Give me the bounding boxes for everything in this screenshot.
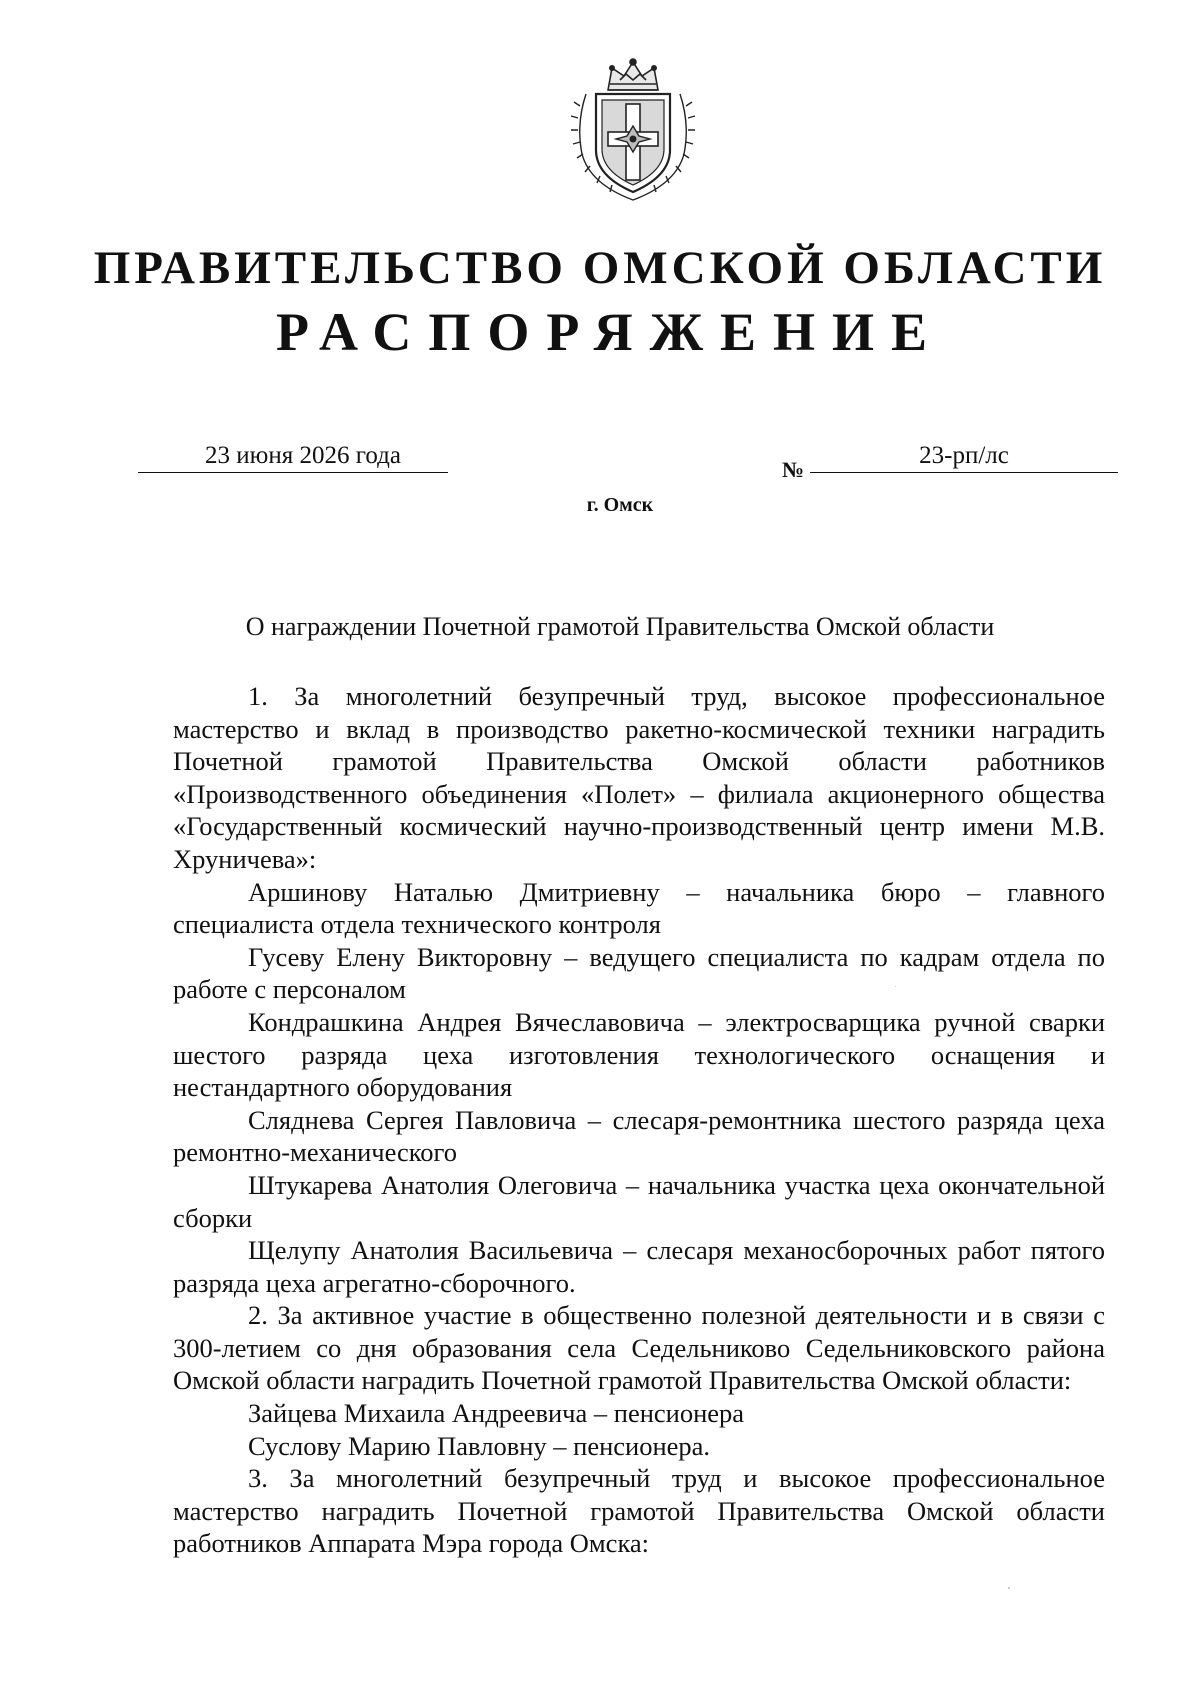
awardee-item: Суслову Марию Павловну – пенсионера. — [248, 1430, 711, 1461]
document-body — [173, 680, 1105, 1560]
document-subject: О награждении Почетной грамотой Правительства Омской области — [245, 612, 995, 641]
awardee-item: Аршинову Наталью Дмитриевну – начальника бюро – главного специалиста отдела технического контроля — [173, 876, 1105, 940]
document-type-heading: РАСПОРЯЖЕНИЕ — [275, 302, 945, 362]
document-number: 23-рп/лс — [810, 440, 1118, 473]
issue-city: г. Омск — [586, 494, 654, 516]
awardee-item: Гусеву Елену Викторовну – ведущего специалиста по кадрам отдела по работе с персоналом — [173, 941, 1105, 1005]
paragraph-item-2: 2. За активное участие в общественно полезной деятельности и в связи с 300-летием со дня образования села Седельниково Седельниковского района Омской области наградить Почетной грамотой Правительства Омской области: — [173, 1300, 1105, 1396]
coat-of-arms-icon — [568, 54, 698, 204]
awardee-item: Сляднева Сергея Павловича – слесаря-ремонтника шестого разряда цеха ремонтно-механического — [173, 1104, 1105, 1168]
scan-artifact — [1008, 1587, 1010, 1589]
awardee-item: Кондрашкина Андрея Вячеславовича – электросварщика ручной сварки шестого разряда цеха изготовления технологического оснащения и нестандартного оборудования — [173, 1006, 1105, 1103]
organization-title: ПРАВИТЕЛЬСТВО ОМСКОЙ ОБЛАСТИ — [93, 242, 1107, 294]
paragraph-item-1: 1. За многолетний безупречный труд, высокое профессиональное мастерство и вклад в производство ракетно-космической техники наградить Почетной грамотой Правительства Омской области работников «Производственного объединения «Полет» – филиала акционерного общества «Государственный космический научно-производственный центр имени М.В. Хруничева»: — [173, 681, 1105, 874]
awardee-item: Зайцева Михаила Андреевича – пенсионера — [248, 1398, 745, 1429]
paragraph-item-3: 3. За многолетний безупречный труд и высокое профессиональное мастерство наградить Почетной грамотой Правительства Омской области работников Аппарата Мэра города Омска: — [173, 1463, 1105, 1559]
scan-artifact — [895, 986, 896, 987]
awardee-item: Щелупу Анатолия Васильевича – слесаря механосборочных работ пятого разряда цеха агрегатно-сборочного. — [173, 1235, 1105, 1298]
document-date: 23 июня 2026 года — [138, 440, 448, 473]
awardee-item: Штукарева Анатолия Олеговича – начальника участка цеха окончательной сборки — [173, 1169, 1105, 1233]
number-sign-label: № — [782, 457, 805, 482]
